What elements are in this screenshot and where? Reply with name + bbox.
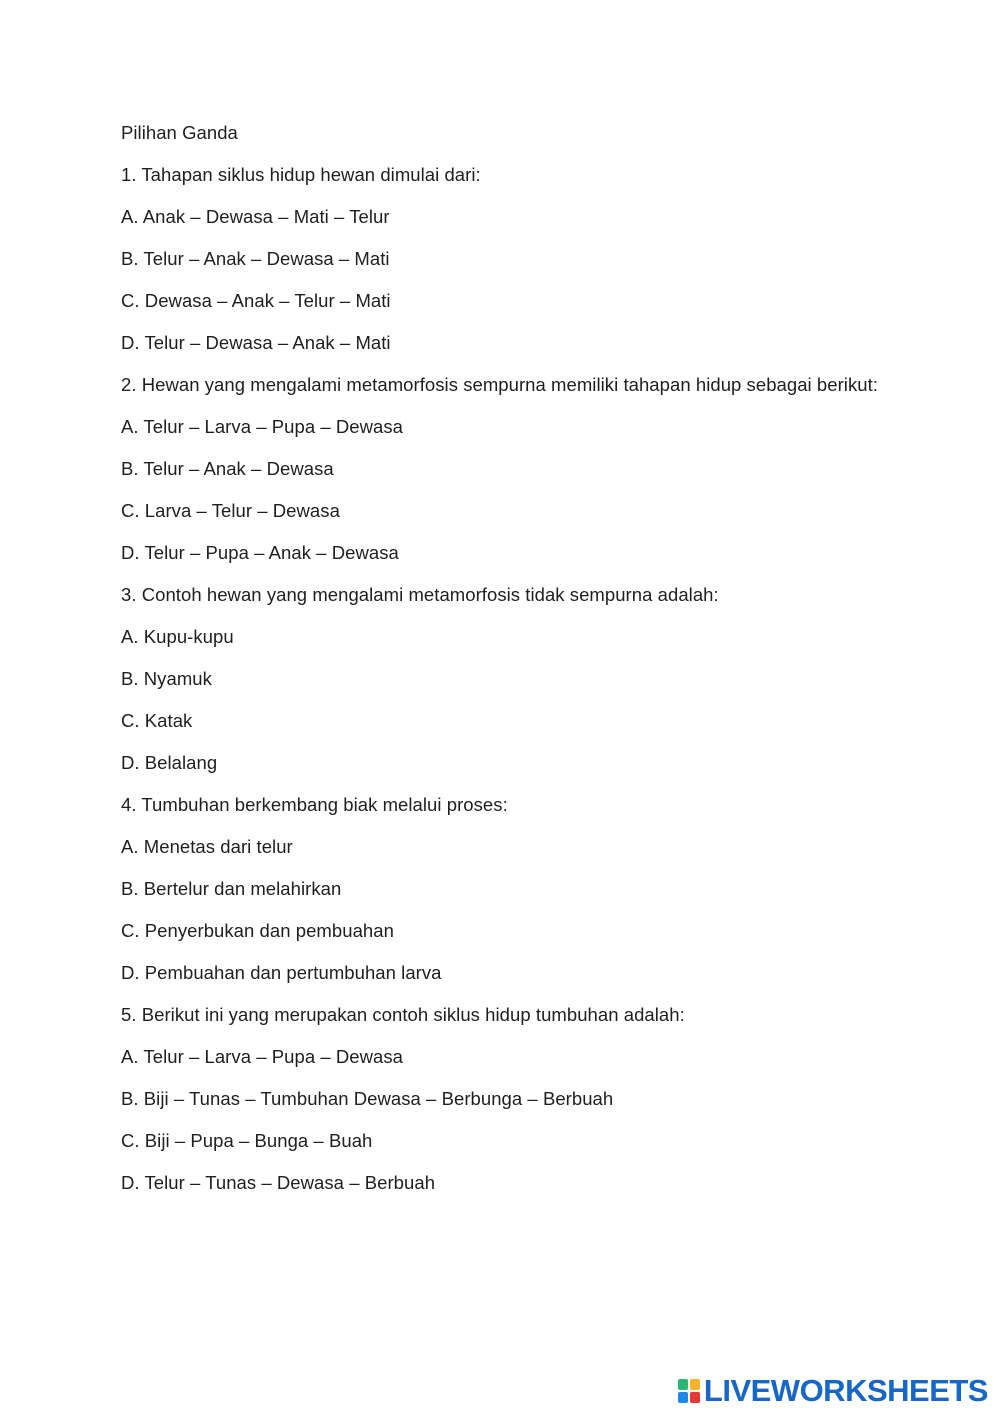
answer-option[interactable]: D. Telur – Dewasa – Anak – Mati [121, 332, 391, 353]
answer-option[interactable]: C. Penyerbukan dan pembuahan [121, 920, 394, 941]
answer-option[interactable]: C. Biji – Pupa – Bunga – Buah [121, 1130, 373, 1151]
answer-option[interactable]: A. Anak – Dewasa – Mati – Telur [121, 206, 390, 227]
question-text: 4. Tumbuhan berkembang biak melalui proses: [121, 794, 508, 815]
question-5 [121, 1000, 881, 1198]
question-text: 5. Berikut ini yang merupakan contoh siklus hidup tumbuhan adalah: [121, 1004, 685, 1025]
liveworksheets-logo-icon [678, 1379, 700, 1403]
answer-option[interactable]: B. Telur – Anak – Dewasa [121, 458, 334, 479]
question-4 [121, 790, 881, 988]
question-text: 1. Tahapan siklus hidup hewan dimulai dari: [121, 164, 481, 185]
answer-option[interactable]: B. Biji – Tunas – Tumbuhan Dewasa – Berbunga – Berbuah [121, 1088, 614, 1109]
question-2 [121, 370, 881, 568]
worksheet-page [121, 118, 881, 1210]
answer-option[interactable]: A. Telur – Larva – Pupa – Dewasa [121, 416, 404, 437]
answer-option[interactable]: B. Bertelur dan melahirkan [121, 878, 342, 899]
answer-option[interactable]: C. Larva – Telur – Dewasa [121, 500, 340, 521]
answer-option[interactable]: A. Telur – Larva – Pupa – Dewasa [121, 1046, 404, 1067]
answer-option[interactable]: D. Telur – Tunas – Dewasa – Berbuah [121, 1172, 436, 1193]
answer-option[interactable]: C. Dewasa – Anak – Telur – Mati [121, 290, 391, 311]
question-text: 2. Hewan yang mengalami metamorfosis sempurna memiliki tahapan hidup sebagai berikut: [121, 374, 878, 395]
answer-option[interactable]: D. Belalang [121, 752, 218, 773]
question-text: 3. Contoh hewan yang mengalami metamorfosis tidak sempurna adalah: [121, 584, 719, 605]
question-1 [121, 160, 881, 358]
answer-option[interactable]: D. Telur – Pupa – Anak – Dewasa [121, 542, 399, 563]
answer-option[interactable]: D. Pembuahan dan pertumbuhan larva [121, 962, 442, 983]
answer-option[interactable]: B. Nyamuk [121, 668, 212, 689]
section-title: Pilihan Ganda [121, 122, 238, 143]
answer-option[interactable]: A. Menetas dari telur [121, 836, 293, 857]
answer-option[interactable]: B. Telur – Anak – Dewasa – Mati [121, 248, 390, 269]
answer-option[interactable]: A. Kupu-kupu [121, 626, 234, 647]
answer-option[interactable]: C. Katak [121, 710, 193, 731]
logo-text: LIVEWORKSHEETS [703, 1373, 988, 1408]
question-3 [121, 580, 881, 778]
liveworksheets-logo [678, 1375, 988, 1406]
